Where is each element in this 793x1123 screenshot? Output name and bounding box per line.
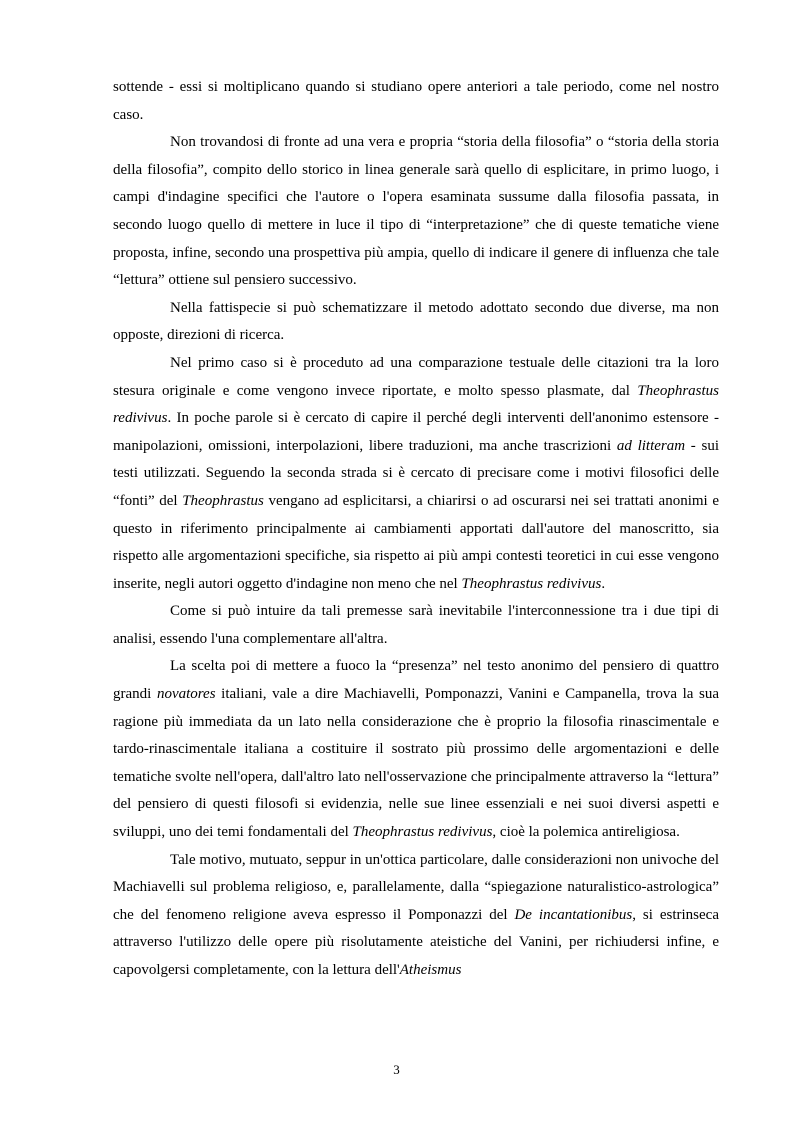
italic-text: Atheismus xyxy=(399,962,462,978)
text-run: Tale motivo, mutuato, seppur in un'ottica particolare, dalle considerazioni non univoche del Machiavelli sul problema religioso, e, parallelamente, dalla “spiegazione naturalistico-astrologica” che del fenomeno religione aveva espresso il Pomponazzi del xyxy=(113,851,719,923)
text-run: Come si può intuire da tali premesse sarà inevitabile l'interconnessione tra i due tipi di analisi, essendo l'una complementare all'altra. xyxy=(113,603,719,647)
italic-text: Theophrastus redivivus xyxy=(352,824,493,841)
text-run: Nel primo caso si è proceduto ad una comparazione testuale delle citazioni tra la loro stesura originale e come vengono invece riportate, e molto spesso plasmate, dal xyxy=(113,354,719,399)
text-run: sottende - essi si moltiplicano quando si studiano opere anteriori a tale periodo, come nel nostro caso. xyxy=(113,79,719,123)
text-run: italiani, vale a dire Machiavelli, Pomponazzi, Vanini e Campanella, trova la sua ragione più immediata da un lato nella considerazione che è proprio la filosofia rinascimentale e tardo-rinascimentale italiana a costituire il sostrato più prossimo delle argomentazioni e delle tematiche svolte nell'opera, dall'altro lato nell'osservazione che principalmente attraverso la “lettura” del pensiero di questi filosofi si evidenzia, nelle sue linee essenziali e nei suoi diversi aspetti e sviluppi, uno dei temi fondamentali del xyxy=(113,686,720,841)
paragraph xyxy=(113,129,719,295)
italic-text: Theophrastus xyxy=(182,492,264,509)
italic-text: novatores xyxy=(156,686,216,703)
text-run: - sui testi utilizzati. Seguendo la seconda strada si è cercato di precisare come i motivi filosofici delle “fonti” del xyxy=(113,437,719,509)
paragraph xyxy=(113,350,719,598)
paragraph xyxy=(113,847,719,985)
text-run: , si estrinseca attraverso l'utilizzo delle opere più risolutamente ateistiche del Vanini, per richiudersi infine, e capovolgersi completamente, con la lettura dell' xyxy=(113,906,719,978)
italic-text: Theophrastus redivivus xyxy=(113,382,719,427)
italic-text: ad litteram xyxy=(616,437,686,454)
text-run: Nella fattispecie si può schematizzare il metodo adottato secondo due diverse, ma non opposte, direzioni di ricerca. xyxy=(113,299,719,344)
italic-text: Theophrastus redivivus xyxy=(461,575,602,592)
text-run: . In poche parole si è cercato di capire il perché degli interventi dell'anonimo estensore - manipolazioni, omissioni, interpolazioni, libere traduzioni, ma anche trascrizioni xyxy=(113,410,719,454)
text-run: vengano ad esplicitarsi, a chiarirsi o ad oscurarsi nei sei trattati anonimi e questo in riferimento principalmente ai cambiamenti apportati dall'autore del manoscritto, sia rispetto alle argomentazioni specifiche, sia rispetto ai più ampi contesti teoretici in cui esse vengono inserite, negli autori oggetto d'indagine non meno che nel xyxy=(113,492,719,592)
text-run: , cioè la polemica antireligiosa. xyxy=(492,824,680,841)
text-run: . xyxy=(601,575,606,592)
paragraph xyxy=(113,74,719,129)
page-number: 3 xyxy=(393,1062,400,1077)
paragraph xyxy=(113,653,719,846)
text-run: La scelta poi di mettere a fuoco la “presenza” nel testo anonimo del pensiero di quattro grandi xyxy=(113,658,719,703)
paragraph xyxy=(113,295,719,350)
text-run: Non trovandosi di fronte ad una vera e propria “storia della filosofia” o “storia della storia della filosofia”, compito dello storico in linea generale sarà quello di esplicitare, in primo luogo, i campi d'indagine specifici che l'autore o l'opera esaminata sussume dalla filosofia passata, in secondo luogo quello di mettere in luce il tipo di “interpretazione” che di queste tematiche viene proposta, infine, secondo una prospettiva più ampia, quello di indicare il genere di influenza che tale “lettura” ottiene sul pensiero successivo. xyxy=(113,134,719,289)
paragraph xyxy=(113,598,719,653)
italic-text: De incantationibus xyxy=(514,906,633,923)
body-text xyxy=(113,74,719,985)
